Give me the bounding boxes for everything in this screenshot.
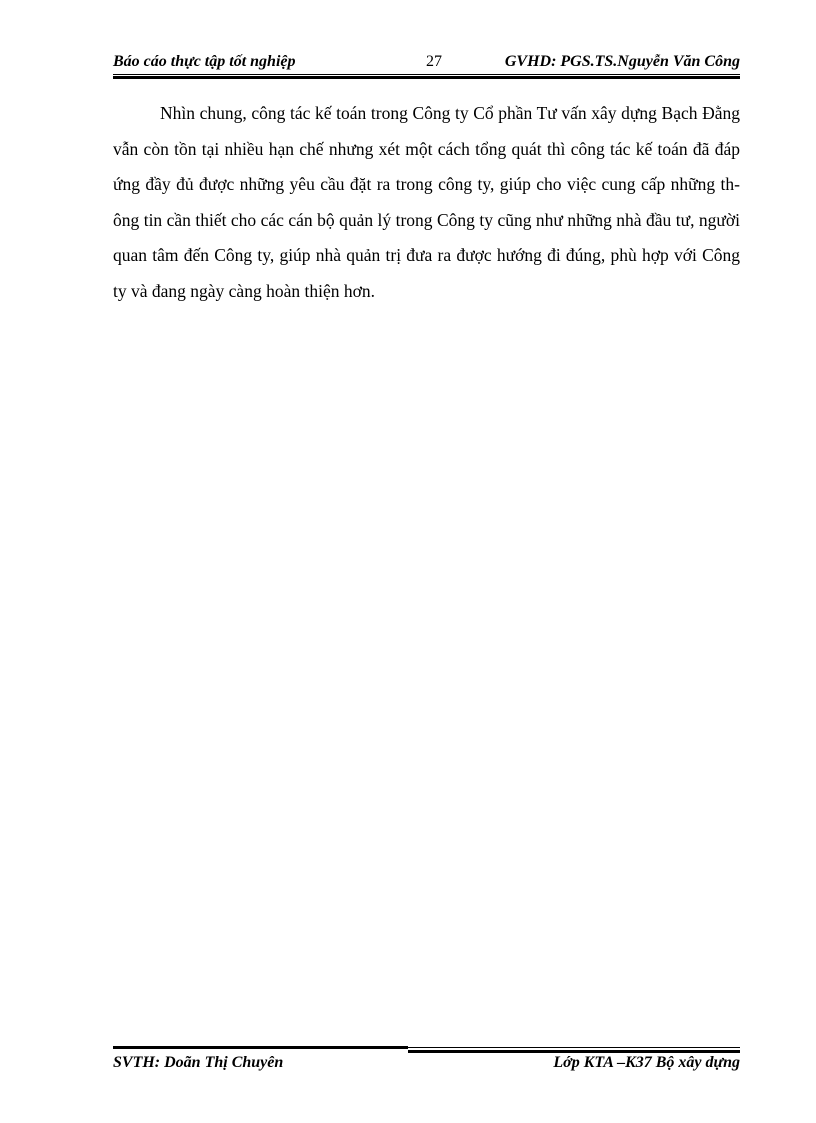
student-name: SVTH: Doãn Thị Chuyên xyxy=(113,1054,284,1071)
footer-rule-left xyxy=(113,1046,408,1049)
report-title: Báo cáo thực tập tốt nghiệp xyxy=(113,53,296,70)
header-rule xyxy=(113,74,740,75)
page-header xyxy=(113,51,740,73)
header-rule-thick xyxy=(113,76,740,79)
class-name: Lớp KTA –K37 Bộ xây dựng xyxy=(553,1054,740,1071)
footer-rule-right-thin xyxy=(408,1047,740,1048)
page-number: 27 xyxy=(426,53,442,70)
page-footer xyxy=(113,1052,740,1074)
body-paragraph: Nhìn chung, công tác kế toán trong Công ty Cổ phần Tư vấn xây dựng Bạch Đằng vẫn còn tồn tại nhiều hạn chế nhưng xét một cách tổng quát thì công tác kế toán đã đáp ứng đầy đủ được những yêu cầu đặt ra trong công ty, giúp cho việc cung cấp những th-ông tin cần thiết cho các cán bộ quản lý trong Công ty cũng như những nhà đầu tư, người quan tâm đến Công ty, giúp nhà quản trị đưa ra được hướng đi đúng, phù hợp với Công ty và đang ngày càng hoàn thiện hơn. xyxy=(113,103,740,301)
supervisor-name: GVHD: PGS.TS.Nguyễn Văn Công xyxy=(504,53,740,70)
